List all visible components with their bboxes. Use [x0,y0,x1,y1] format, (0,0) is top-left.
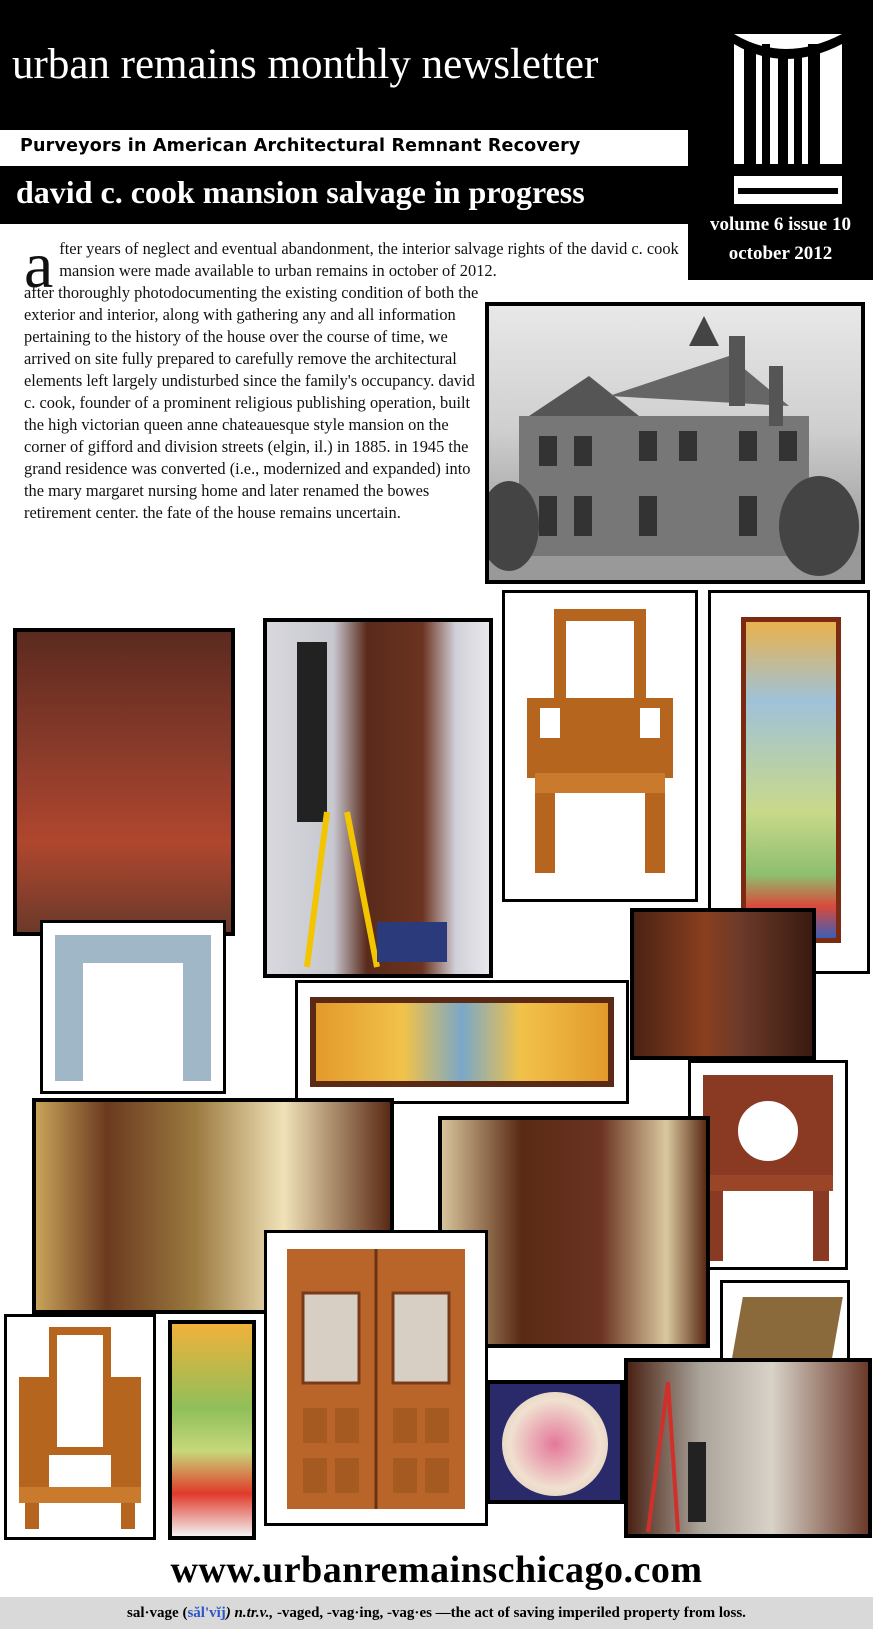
floral-glass-roundel-photo [486,1380,624,1504]
pronunciation: săl'vĭj [187,1605,226,1621]
issue-headline: david c. cook mansion salvage in progress [16,174,585,210]
overmantel-photo [4,1314,156,1540]
volume-label: volume 6 issue 10 [710,214,851,235]
article-body: after thoroughly photodocumenting the existing condition of both the exterior and interior, along with gathering any and all information pertaining to the history of the house over the course of time, we arrived on site fully prepared to carefully remove the architectural elements left largely undisturbed since the family's occupancy. david c. cook, founder of a prominent religious publishing operation, built the high victorian queen anne chateauesque style mansion on the corner of gifford and division streets (elgin, il.) in 1885. in 1945 the grand residence was converted (i.e., modernized and expanded) into the mary margaret nursing home and later renamed the bowes retirement center. the fate of the house remains uncertain. [24,283,479,522]
definition-prefix: sal·vage ( [127,1605,188,1621]
stained-glass-narrow-photo [168,1320,256,1540]
salvage-definition [0,1597,873,1629]
title-banner [0,0,688,130]
parlor-interior-photo [13,628,235,936]
stripped-room-photo [624,1358,872,1538]
issue-info [688,210,873,268]
woodwork-interior-photo [630,908,816,1060]
worker-ladder-photo [263,618,493,978]
drop-cap: a [24,229,54,302]
tagline: Purveyors in American Architectural Remnant Recovery [20,136,581,156]
website-url[interactable]: www.urbanremainschicago.com [170,1549,703,1591]
newsletter-title: urban remains monthly newsletter [12,41,599,88]
subtitle-banner [0,166,688,224]
transom-window-photo [295,980,629,1104]
mantel-round-mirror-photo [688,1060,848,1270]
double-doors-photo [264,1230,488,1526]
intro-text: fter years of neglect and eventual abandonment, the interior salvage rights of the david c. cook mansion were made available to urban remains in october of 2012. [59,239,679,280]
definition-rest: -vaged, -vag·ing, -vag·es —the act of saving imperiled property from loss. [273,1605,746,1621]
tile-surround-photo [40,920,226,1094]
logo-block [688,0,873,280]
mantel-mirror-photo [502,590,698,902]
mansion-exterior-photo [485,302,865,584]
definition-pos: ) n.tr.v., [225,1605,274,1621]
logo-image [694,4,866,204]
issue-date: october 2012 [728,243,833,264]
